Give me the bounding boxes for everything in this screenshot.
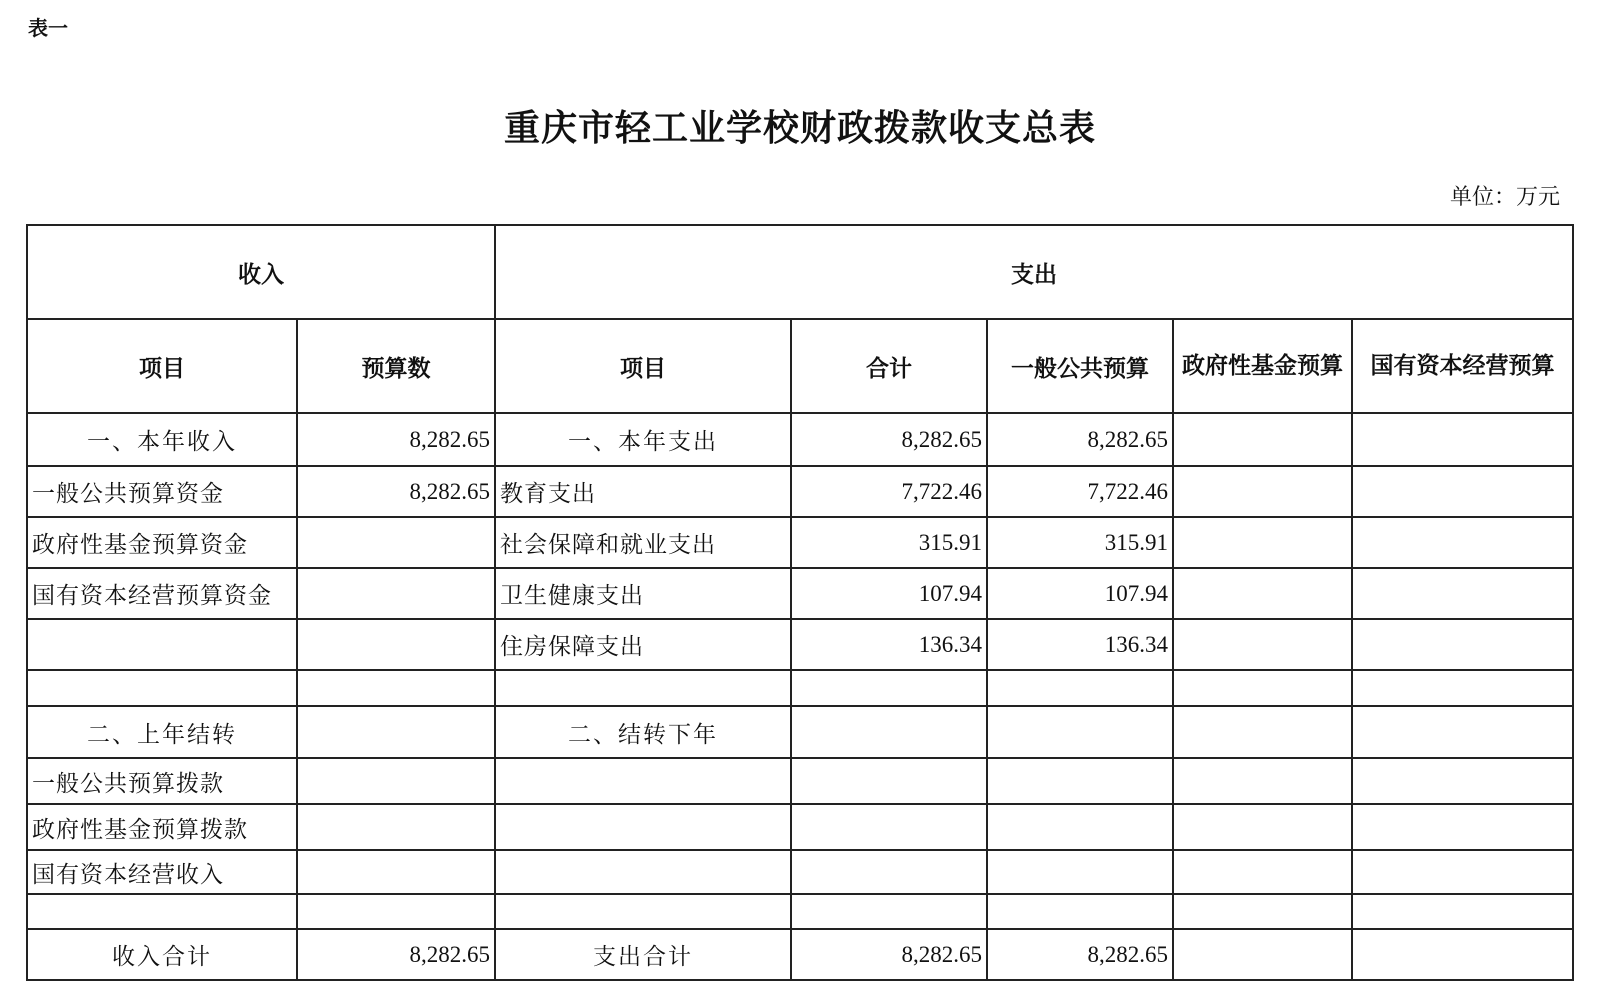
gov-fund-cell	[1173, 929, 1352, 980]
general-budget-cell: 8,282.65	[987, 929, 1173, 980]
expense-section-header: 支出	[495, 225, 1573, 319]
income-item-cell: 国有资本经营预算资金	[27, 568, 297, 619]
expense-item-cell: 支出合计	[495, 929, 791, 980]
income-item-cell: 政府性基金预算资金	[27, 517, 297, 568]
state-capital-cell	[1352, 517, 1573, 568]
total-cell: 8,282.65	[791, 413, 987, 466]
state-capital-cell	[1352, 929, 1573, 980]
income-amount-cell: 8,282.65	[297, 413, 495, 466]
state-capital-cell	[1352, 619, 1573, 670]
general-budget-header: 一般公共预算	[987, 319, 1173, 413]
expense-item-cell: 社会保障和就业支出	[495, 517, 791, 568]
table-row	[27, 670, 1573, 706]
table-row	[27, 568, 1573, 619]
state-capital-cell	[1352, 804, 1573, 850]
gov-fund-cell	[1173, 850, 1352, 894]
gov-fund-cell	[1173, 758, 1352, 804]
general-budget-cell	[987, 850, 1173, 894]
total-cell: 107.94	[791, 568, 987, 619]
table-row	[27, 894, 1573, 929]
income-item-cell	[27, 619, 297, 670]
table-row	[27, 850, 1573, 894]
income-amount-cell	[297, 568, 495, 619]
state-capital-cell	[1352, 466, 1573, 517]
gov-fund-cell	[1173, 670, 1352, 706]
expense-item-cell	[495, 670, 791, 706]
total-cell	[791, 894, 987, 929]
state-capital-cell	[1352, 706, 1573, 758]
unit-label: 单位：万元	[1449, 185, 1560, 210]
table-row	[27, 929, 1573, 980]
income-amount-cell	[297, 706, 495, 758]
general-budget-cell: 107.94	[987, 568, 1173, 619]
income-item-cell: 一般公共预算拨款	[27, 758, 297, 804]
gov-fund-cell	[1173, 568, 1352, 619]
state-capital-budget-header: 国有资本经营预算	[1352, 319, 1573, 413]
total-cell: 315.91	[791, 517, 987, 568]
state-capital-cell	[1352, 413, 1573, 466]
expense-item-cell	[495, 758, 791, 804]
gov-fund-cell	[1173, 466, 1352, 517]
general-budget-cell: 8,282.65	[987, 413, 1173, 466]
document-title: 重庆市轻工业学校财政拨款收支总表	[503, 107, 1096, 149]
expense-item-cell: 住房保障支出	[495, 619, 791, 670]
expense-item-cell: 二、结转下年	[495, 706, 791, 758]
gov-fund-cell	[1173, 517, 1352, 568]
general-budget-cell	[987, 670, 1173, 706]
total-cell: 136.34	[791, 619, 987, 670]
income-amount-header: 预算数	[297, 319, 495, 413]
expense-item-cell	[495, 804, 791, 850]
table-row	[27, 758, 1573, 804]
income-item-cell	[27, 894, 297, 929]
total-cell	[791, 804, 987, 850]
income-section-header: 收入	[27, 225, 495, 319]
state-capital-cell	[1352, 894, 1573, 929]
income-item-cell: 一、本年收入	[27, 413, 297, 466]
income-item-cell: 国有资本经营收入	[27, 850, 297, 894]
expense-item-cell: 一、本年支出	[495, 413, 791, 466]
income-amount-cell	[297, 758, 495, 804]
gov-fund-cell	[1173, 619, 1352, 670]
income-item-cell: 二、上年结转	[27, 706, 297, 758]
total-header: 合计	[791, 319, 987, 413]
income-item-cell: 收入合计	[27, 929, 297, 980]
expense-item-cell	[495, 894, 791, 929]
general-budget-cell	[987, 804, 1173, 850]
table-row	[27, 413, 1573, 466]
general-budget-cell: 315.91	[987, 517, 1173, 568]
general-budget-cell	[987, 894, 1173, 929]
income-amount-cell	[297, 670, 495, 706]
total-cell	[791, 670, 987, 706]
gov-fund-cell	[1173, 706, 1352, 758]
total-cell: 7,722.46	[791, 466, 987, 517]
income-item-header: 项目	[27, 319, 297, 413]
gov-fund-cell	[1173, 894, 1352, 929]
table-number-label: 表一	[28, 16, 68, 40]
gov-fund-cell	[1173, 413, 1352, 466]
state-capital-cell	[1352, 850, 1573, 894]
income-amount-cell	[297, 619, 495, 670]
total-cell: 8,282.65	[791, 929, 987, 980]
income-amount-cell: 8,282.65	[297, 929, 495, 980]
income-amount-cell	[297, 804, 495, 850]
gov-fund-budget-header: 政府性基金预算	[1173, 319, 1352, 413]
table-row	[27, 706, 1573, 758]
table-row	[27, 517, 1573, 568]
state-capital-cell	[1352, 670, 1573, 706]
table-row	[27, 804, 1573, 850]
income-item-cell	[27, 670, 297, 706]
table-row	[27, 619, 1573, 670]
section-header-row	[27, 225, 1573, 319]
total-cell	[791, 850, 987, 894]
general-budget-cell	[987, 758, 1173, 804]
total-cell	[791, 758, 987, 804]
income-amount-cell: 8,282.65	[297, 466, 495, 517]
expense-item-cell: 教育支出	[495, 466, 791, 517]
table-row	[27, 466, 1573, 517]
income-item-cell: 一般公共预算资金	[27, 466, 297, 517]
income-item-cell: 政府性基金预算拨款	[27, 804, 297, 850]
general-budget-cell: 136.34	[987, 619, 1173, 670]
income-amount-cell	[297, 850, 495, 894]
expense-item-cell	[495, 850, 791, 894]
general-budget-cell: 7,722.46	[987, 466, 1173, 517]
state-capital-cell	[1352, 568, 1573, 619]
expense-item-cell: 卫生健康支出	[495, 568, 791, 619]
total-cell	[791, 706, 987, 758]
expense-item-header: 项目	[495, 319, 791, 413]
income-amount-cell	[297, 517, 495, 568]
state-capital-cell	[1352, 758, 1573, 804]
gov-fund-cell	[1173, 804, 1352, 850]
fiscal-summary-table	[26, 224, 1574, 981]
column-header-row	[27, 319, 1573, 413]
income-amount-cell	[297, 894, 495, 929]
general-budget-cell	[987, 706, 1173, 758]
